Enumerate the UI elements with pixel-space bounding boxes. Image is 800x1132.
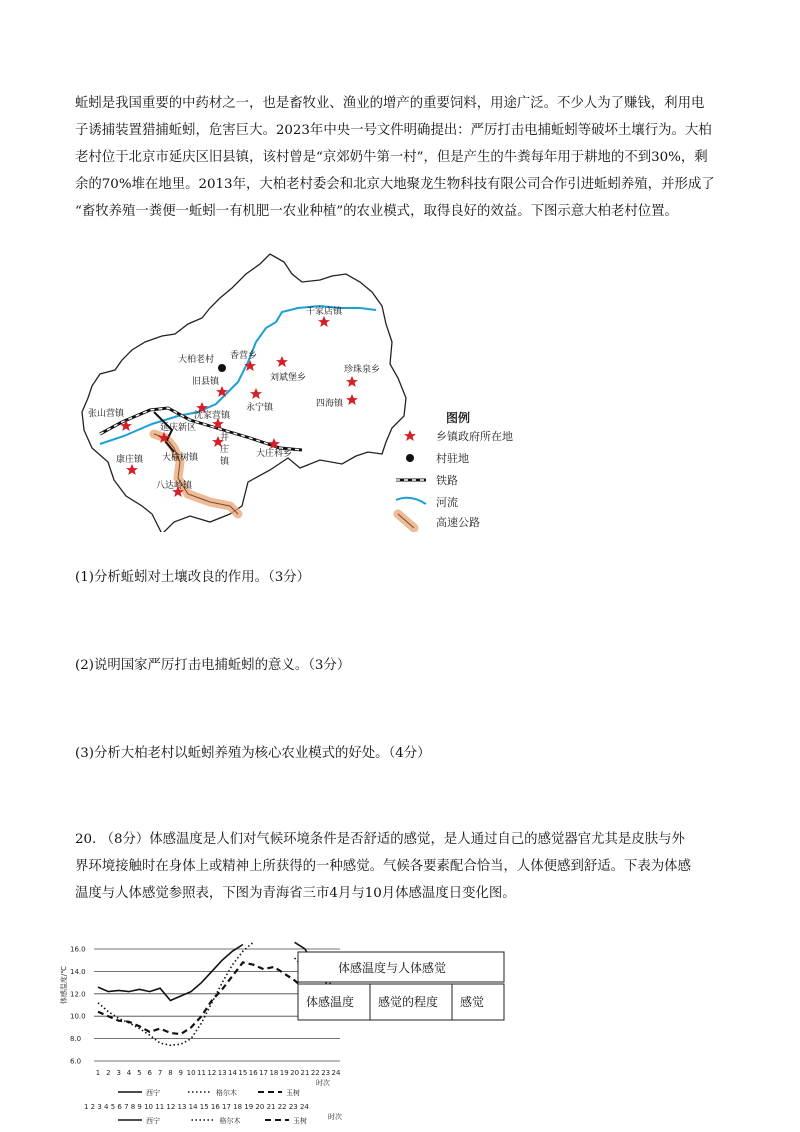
dot-icon: [406, 454, 414, 462]
x-ticks-repeat: 1 2 3 4 5 6 7 8 9 10 11 12 13 14 15 16 17 18 19 20 21 22 23 24: [84, 1103, 309, 1111]
legend-label: 格尔木: [219, 1117, 241, 1125]
map-legend: [396, 410, 513, 529]
location-map: [70, 252, 550, 532]
map-label: 大榆树镇: [162, 453, 199, 463]
map-label: 四海镇: [316, 399, 344, 409]
intro-paragraph: [75, 90, 735, 225]
q20-paragraph: [75, 826, 735, 907]
table-col: 感觉的程度: [378, 995, 439, 1009]
legend-item: 河流: [436, 496, 458, 509]
temperature-chart: [58, 935, 528, 1130]
intro-line: “畜牧养殖一粪便一蚯蚓一有机肥一农业种植”的农业模式，取得良好的效益。下图示意大柏老村位置。: [75, 204, 678, 219]
x-tick-label: 2: [106, 1069, 111, 1077]
intro-line: 子诱捕装置猎捕蚯蚓，危害巨大。2023年中央一号文件明确提出：严厉打击电捕蚯蚓等破坏土壤行为。大柏: [75, 123, 712, 138]
x-tick-label: 10: [186, 1069, 196, 1077]
map-label: 延庆新区: [160, 423, 197, 433]
intro-line: 余的70%堆在地里。2013年，大柏老村委会和北京大地聚龙生物科技有限公司合作引进蚯蚓养殖，并形成了: [75, 177, 715, 192]
y-tick-label: 10.0: [70, 1012, 86, 1021]
x-tick-label: 1: [95, 1069, 101, 1077]
y-tick-label: 16.0: [70, 945, 86, 954]
y-tick-label: 6.0: [70, 1057, 82, 1066]
intro-line: 蚯蚓是我国重要的中药材之一，也是畜牧业、渔业的增产的重要饲料，用途广泛。不少人为了赚钱，利用电: [75, 96, 705, 111]
map-label: 旧县镇: [192, 377, 220, 387]
map-label: 八达岭镇: [156, 481, 193, 491]
q20-line: 温度与人体感觉参照表，下图为青海省三市4月与10月体感温度日变化图。: [75, 886, 516, 901]
x-tick-label: 5: [137, 1069, 142, 1077]
town-star: [346, 394, 358, 405]
map-label: 井: [220, 433, 230, 443]
x-tick-label: 23: [321, 1069, 331, 1077]
river: [100, 306, 376, 444]
x-tick-labels: [96, 1069, 341, 1077]
town-star: [250, 388, 262, 399]
x-tick-label: 17: [259, 1069, 269, 1077]
map-label: 康庄镇: [116, 455, 144, 465]
legend-label: 西宁: [146, 1089, 160, 1097]
table-col: 感觉: [460, 995, 485, 1009]
y-tick-label: 8.0: [70, 1035, 82, 1044]
x-axis-label: 时次: [316, 1079, 330, 1087]
table-col: 体感温度: [306, 995, 355, 1009]
legend-label: 时次: [328, 1113, 342, 1121]
legend-label: 玉树: [293, 1117, 307, 1125]
table-title: 体感温度与人体感觉: [338, 961, 447, 975]
map-label: 大柏老村: [178, 355, 215, 365]
map-label: 刘斌堡乡: [270, 373, 307, 383]
map-label: 沈家营镇: [194, 411, 231, 421]
question-2: (2)说明国家严厉打击电捕蚯蚓的意义。（3分）: [75, 658, 351, 673]
legend-item: 铁路: [436, 474, 458, 487]
y-axis-label: 体感温度/℃: [60, 965, 68, 1005]
x-tick-label: 24: [331, 1069, 341, 1077]
legend-item: 乡镇政府所在地: [436, 430, 513, 443]
river-icon: [396, 498, 426, 504]
x-tick-label: 21: [300, 1069, 310, 1077]
town-star: [244, 360, 256, 371]
town-star: [276, 356, 288, 367]
legend-label: 玉树: [286, 1089, 300, 1097]
q20-line: 20. （8分）体感温度是人们对气候环境条件是否舒适的感觉，是人通过自己的感觉器官尤其是皮肤与外: [75, 832, 685, 847]
x-tick-label: 14: [228, 1069, 237, 1077]
x-tick-label: 7: [157, 1069, 163, 1077]
x-tick-label: 19: [279, 1069, 289, 1077]
x-tick-label: 22: [310, 1069, 320, 1077]
x-tick-label: 13: [217, 1069, 227, 1077]
town-star: [126, 464, 138, 475]
map-label: 大庄科乡: [256, 449, 293, 459]
x-tick-label: 18: [269, 1069, 279, 1077]
x-tick-label: 15: [238, 1069, 248, 1077]
q20-line: 界环境接触时在身体上或精神上所获得的一种感觉。气候各要素配合恰当，人体便感到舒适。下表为体感: [75, 859, 691, 874]
legend-title: 图例: [446, 411, 471, 425]
intro-line: 老村位于北京市延庆区旧县镇，该村曾是“京郊奶牛第一村”，但是产生的牛粪每年用于耕地的不到30%，剩: [75, 150, 708, 165]
x-tick-label: 20: [290, 1069, 300, 1077]
chart-legend-repeat: [118, 1112, 342, 1125]
y-tick-label: 14.0: [70, 967, 86, 976]
map-label: 张山营镇: [88, 409, 125, 419]
legend-label: 西宁: [146, 1117, 160, 1125]
question-3: (3)分析大柏老村以蚯蚓养殖为核心农业模式的好处。（4分）: [75, 746, 431, 761]
x-tick-label: 9: [178, 1069, 184, 1077]
y-tick-labels: [70, 946, 86, 1066]
map-label: 香营乡: [230, 351, 258, 361]
map-label: 庄: [220, 445, 230, 455]
star-icon: [404, 430, 416, 441]
reference-table: [298, 952, 504, 1020]
town-star: [216, 386, 228, 397]
y-tick-label: 12.0: [70, 990, 86, 999]
x-tick-label: 11: [197, 1069, 206, 1077]
x-tick-label: 12: [207, 1069, 217, 1077]
map-label: 镇: [220, 457, 230, 467]
map-label: 珍珠泉乡: [344, 365, 381, 375]
x-tick-label: 3: [116, 1069, 121, 1077]
legend-item: 高速公路: [436, 516, 480, 529]
legend-item: 村驻地: [436, 452, 469, 465]
x-tick-label: 4: [126, 1069, 132, 1077]
village-dot: [218, 364, 226, 372]
county-boundary: [82, 254, 406, 532]
question-1: (1)分析蚯蚓对土壤改良的作用。（3分）: [75, 570, 311, 585]
x-tick-label: 6: [147, 1069, 152, 1077]
legend-label: 格尔木: [216, 1089, 237, 1097]
map-label: 永宁镇: [246, 403, 274, 413]
x-tick-label: 16: [248, 1069, 258, 1077]
town-star: [346, 376, 358, 387]
town-star: [318, 316, 330, 327]
chart-legend: [118, 1088, 300, 1097]
x-tick-label: 8: [168, 1069, 173, 1077]
map-label: 千家店镇: [306, 307, 343, 317]
